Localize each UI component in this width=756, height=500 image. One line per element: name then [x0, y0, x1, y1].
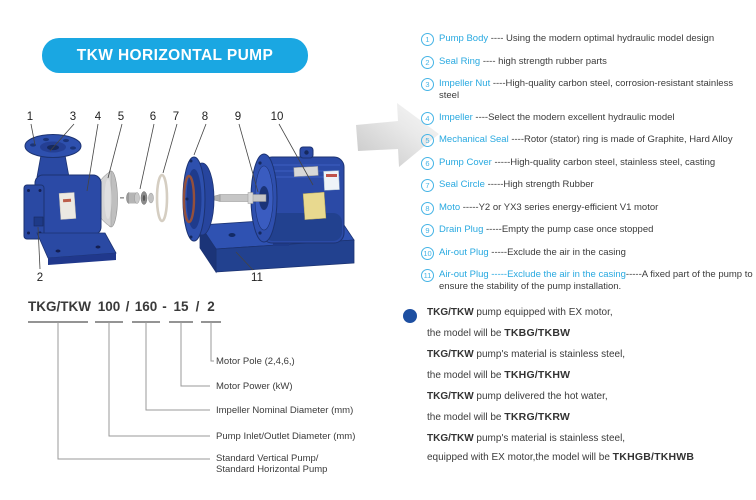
model-separator: / [195, 299, 200, 314]
label-pump-type-line1: Standard Vertical Pump/ [216, 453, 319, 464]
label-pump-type [216, 453, 327, 475]
part-desc: ---- Using the modern optimal hydraulic model design [488, 33, 715, 44]
part-label-10: 10 [270, 111, 284, 123]
model-segment-impeller: 160 [134, 299, 158, 314]
circled-number: 9 [421, 224, 434, 237]
part-name: Seal Circle [439, 179, 485, 190]
list-item [421, 202, 754, 215]
variant-result: the model will be [427, 328, 505, 339]
part-desc: -----High strength Rubber [484, 179, 594, 190]
pump-cover [183, 157, 214, 241]
list-item [421, 112, 754, 125]
model-segment-power: 15 [173, 299, 189, 314]
part-desc: -----Y2 or YX3 series energy-efficient V1 motor [460, 201, 659, 213]
model-segment-pole: 2 [207, 299, 215, 314]
variant-result: the model will be [427, 412, 505, 423]
part-label-1: 1 [26, 111, 34, 123]
part-label-4: 4 [94, 111, 102, 123]
part-name: Pump Body [439, 33, 489, 44]
variant-model-code: TKHGB/TKHWB [612, 451, 695, 463]
model-separator: / [125, 299, 130, 314]
part-name: Drain Plug [439, 224, 484, 235]
list-item [421, 179, 754, 192]
part-label-5: 5 [117, 111, 125, 123]
part-desc: ---- high strength rubber parts [480, 55, 607, 67]
circled-number: 1 [421, 33, 434, 46]
part-label-9: 9 [234, 111, 242, 123]
list-item [421, 134, 754, 147]
part-label-7: 7 [172, 111, 180, 123]
part-label-6: 6 [149, 111, 157, 123]
parts-list [421, 33, 754, 303]
variant-model-code: TKHG/TKHW [504, 369, 571, 381]
mechanical-seal-parts [120, 192, 154, 205]
part-name: Pump Cover [439, 156, 492, 168]
list-item [421, 224, 754, 237]
pump-diagram-svg [10, 95, 440, 295]
circled-number: 4 [421, 112, 434, 125]
label-impeller-diameter: Impeller Nominal Diameter (mm) [216, 405, 354, 416]
part-name: Mechanical Seal [439, 134, 509, 145]
model-code-breakdown [0, 295, 400, 500]
part-label-2: 2 [36, 272, 44, 284]
variant-entry [427, 387, 756, 428]
list-item [421, 78, 754, 102]
part-desc: ----Rotor (stator) ring is made of Graphite, Hard Alloy [508, 134, 733, 145]
list-item [421, 247, 754, 260]
variant-model-code: TKBG/TKBW [504, 327, 571, 339]
part-desc: -----Empty the pump case once stopped [483, 224, 654, 235]
variant-entry [427, 429, 756, 466]
series-prefix: TKG/TKW [427, 433, 474, 444]
circled-number: 6 [421, 157, 434, 170]
model-variants-note [400, 303, 756, 467]
model-separator: - [162, 299, 167, 314]
variant-entry [427, 345, 756, 386]
label-inlet-diameter: Pump Inlet/Outlet Diameter (mm) [216, 431, 356, 442]
series-prefix: TKG/TKW [427, 349, 474, 360]
bullet-circle-icon [403, 309, 417, 323]
seal-circle-oring [157, 175, 167, 221]
circled-number: 11 [421, 269, 434, 282]
variant-condition: pump delivered the hot water, [473, 391, 608, 402]
pump-exploded-diagram [10, 95, 440, 300]
model-segment-series: TKG/TKW [28, 299, 91, 314]
part-name: Moto [439, 201, 461, 213]
circled-number: 5 [421, 134, 434, 147]
circled-number: 10 [421, 247, 434, 260]
part-label-8: 8 [201, 111, 209, 123]
variant-condition: pump's material is stainless steel, [473, 349, 626, 360]
label-motor-pole: Motor Pole (2,4,6,) [216, 356, 295, 367]
part-name: Impeller Nut [439, 78, 491, 89]
circled-number: 3 [421, 78, 434, 91]
variant-result: equipped with EX motor,the model will be [427, 452, 613, 463]
part-label-3: 3 [69, 111, 77, 123]
title-banner [42, 38, 308, 73]
part-desc: -----A fixed part of the pump to ensure the stability of the pump installation. [439, 269, 753, 292]
circled-number: 7 [421, 179, 434, 192]
list-item [421, 157, 754, 170]
part-name: Impeller [439, 111, 473, 123]
part-name: Air-out Plug [439, 246, 489, 258]
circled-number: 8 [421, 202, 434, 215]
variant-model-code: TKRG/TKRW [504, 411, 571, 423]
part-name: Seal Ring [439, 55, 481, 67]
variant-condition: pump's material is stainless steel, [473, 433, 626, 444]
part-desc: ----Select the modern excellent hydraulic model [472, 111, 675, 123]
variant-entry [427, 303, 756, 344]
list-item [421, 56, 754, 69]
part-desc: -----Exclude the air in the casing [488, 246, 626, 258]
part-label-11: 11 [251, 272, 263, 284]
part-desc: ----High-quality carbon steel, corrosion-resistant stainless steel [439, 78, 734, 101]
variant-result: the model will be [427, 370, 505, 381]
model-code-lines [0, 295, 400, 500]
label-motor-power: Motor Power (kW) [216, 381, 293, 392]
part-name: Air-out Plug -----Exclude the air in the casing [439, 269, 626, 280]
label-pump-type-line2: Standard Horizontal Pump [216, 464, 328, 475]
variant-condition: pump equipped with EX motor, [473, 307, 613, 318]
series-prefix: TKG/TKW [427, 307, 474, 318]
list-item [421, 269, 754, 293]
list-item [421, 33, 754, 46]
page-title: TKW HORIZONTAL PUMP [76, 46, 274, 64]
series-prefix: TKG/TKW [427, 391, 474, 402]
model-segment-inlet: 100 [97, 299, 121, 314]
circled-number: 2 [421, 56, 434, 69]
part-desc: -----High-quality carbon steel, stainless steel, casting [491, 156, 716, 168]
